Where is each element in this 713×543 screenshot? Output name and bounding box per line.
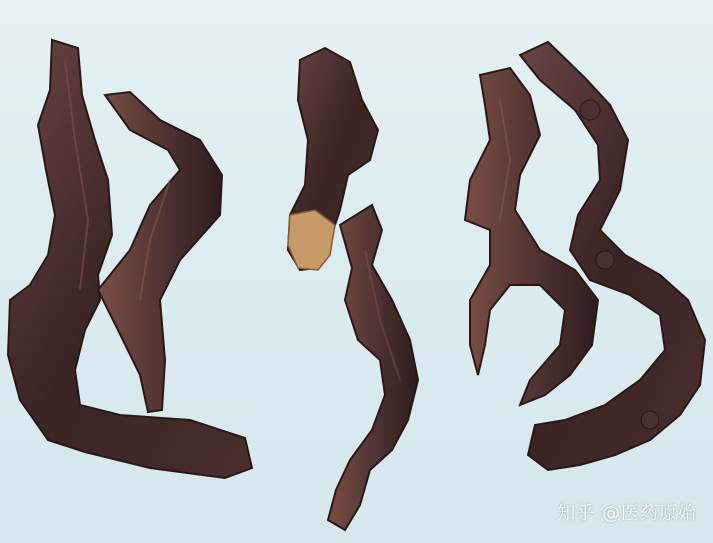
watermark-text: 知乎 @医药原始: [557, 503, 697, 524]
root-specimen-right: [465, 42, 705, 470]
root-specimen-left: [8, 40, 252, 478]
root-specimen-middle: [288, 48, 418, 530]
